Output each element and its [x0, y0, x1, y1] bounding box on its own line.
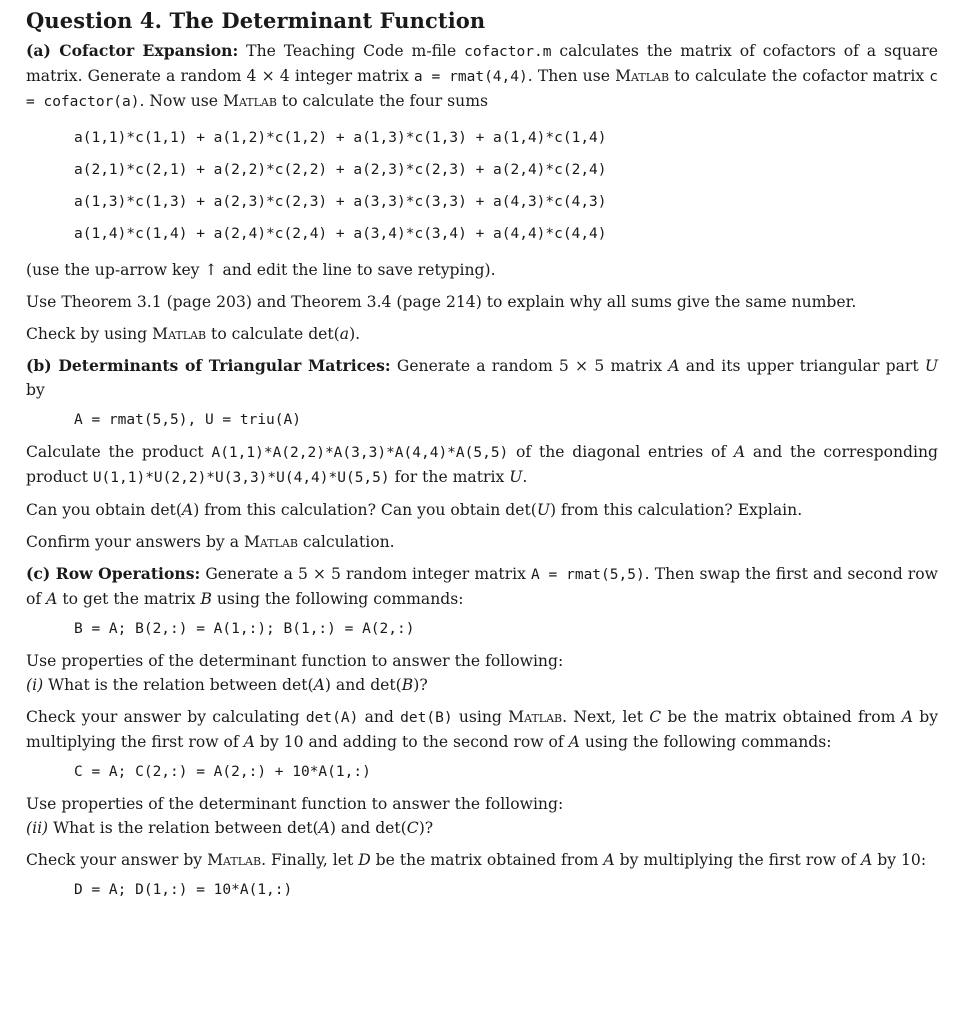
- code-rmat5: A = rmat(5,5): [530, 567, 645, 583]
- part-b-calc: Calculate the product A(1,1)*A(2,2)*A(3,3)*A(4,4)*A(5,5) of the diagonal entries of A and the corresponding product U(1,1)*U(2,2)*U(3,3)*U(4,4)*U(5,5) for the matrix U.: [26, 443, 938, 486]
- code-row-add: C = A; C(2,:) = A(2,:) + 10*A(1,:): [74, 764, 371, 780]
- code-row-scale: D = A; D(1,:) = 10*A(1,:): [74, 882, 293, 898]
- part-c-props-1: Use properties of the determinant function to answer the following:: [26, 652, 564, 670]
- code-product-a: A(1,1)*A(2,2)*A(3,3)*A(4,4)*A(5,5): [211, 445, 509, 461]
- question-page: [26, 8, 938, 910]
- part-c-check-2: Check your answer by Matlab. Finally, let D be the matrix obtained from A by multiplying the first row of A by 10:: [26, 851, 927, 869]
- cofactor-sums: [74, 122, 938, 250]
- code-triu: A = rmat(5,5), U = triu(A): [74, 412, 301, 428]
- part-c-question-ii: (ii) What is the relation between det(A) and det(C)?: [26, 819, 434, 837]
- part-c-intro: (c) Row Operations: Generate a 5 × 5 random integer matrix A = rmat(5,5). Then swap the first and second row of A to get the matrix B using the following commands:: [26, 564, 938, 608]
- sum-line: a(1,3)*c(1,3) + a(2,3)*c(2,3) + a(3,3)*c(3,3) + a(4,3)*c(4,3): [74, 194, 607, 210]
- part-c-props-2: Use properties of the determinant function to answer the following:: [26, 795, 564, 813]
- part-a-heading: (a) Cofactor Expansion:: [26, 41, 239, 60]
- part-c-check-1: Check your answer by calculating det(A) and det(B) using Matlab. Next, let C be the matrix obtained from A by multiplying the first row of A by 10 and adding to the second row of A using the following commands:: [26, 708, 939, 751]
- part-a-check: Check by using Matlab to calculate det(a).: [26, 325, 361, 343]
- part-b-intro: (b) Determinants of Triangular Matrices: Generate a random 5 × 5 matrix A and its upper triangular part U by: [26, 356, 938, 399]
- part-c-question-i: (i) What is the relation between det(A) and det(B)?: [26, 676, 428, 694]
- code-swap: B = A; B(2,:) = A(1,:); B(1,:) = A(2,:): [74, 621, 415, 637]
- code-product-u: U(1,1)*U(2,2)*U(3,3)*U(4,4)*U(5,5): [92, 470, 390, 486]
- code-cofactor-call: c = cofactor(a): [26, 69, 938, 110]
- sum-line: a(1,1)*c(1,1) + a(1,2)*c(1,2) + a(1,3)*c(1,3) + a(1,4)*c(1,4): [74, 130, 607, 146]
- code-rmat: a = rmat(4,4): [413, 69, 528, 85]
- part-a-theorem: Use Theorem 3.1 (page 203) and Theorem 3.4 (page 214) to explain why all sums give the same number.: [26, 293, 857, 311]
- sum-line: a(1,4)*c(1,4) + a(2,4)*c(2,4) + a(3,4)*c(3,4) + a(4,4)*c(4,4): [74, 226, 607, 242]
- part-a-note: (use the up-arrow key ↑ and edit the line to save retyping).: [26, 261, 496, 279]
- part-b-question: Can you obtain det(A) from this calculation? Can you obtain det(U) from this calculation? Explain.: [26, 501, 803, 519]
- matlab-word: Matlab: [615, 67, 670, 85]
- part-b-confirm: Confirm your answers by a Matlab calculation.: [26, 533, 395, 551]
- part-a-intro: (a) Cofactor Expansion: The Teaching Code m-file cofactor.m calculates the matrix of cofactors of a square matrix. Generate a random 4 × 4 integer matrix a = rmat(4,4). Then use Matlab to calculate the cofactor matrix c = cofactor(a). Now use Matlab to calculate the four sums: [26, 41, 938, 110]
- question-title: Question 4. The Determinant Function: [26, 8, 486, 33]
- sum-line: a(2,1)*c(2,1) + a(2,2)*c(2,2) + a(2,3)*c(2,3) + a(2,4)*c(2,4): [74, 162, 607, 178]
- part-c-heading: (c) Row Operations:: [26, 564, 201, 583]
- code-cofactor-file: cofactor.m: [464, 44, 552, 60]
- part-b-heading: (b) Determinants of Triangular Matrices:: [26, 356, 391, 375]
